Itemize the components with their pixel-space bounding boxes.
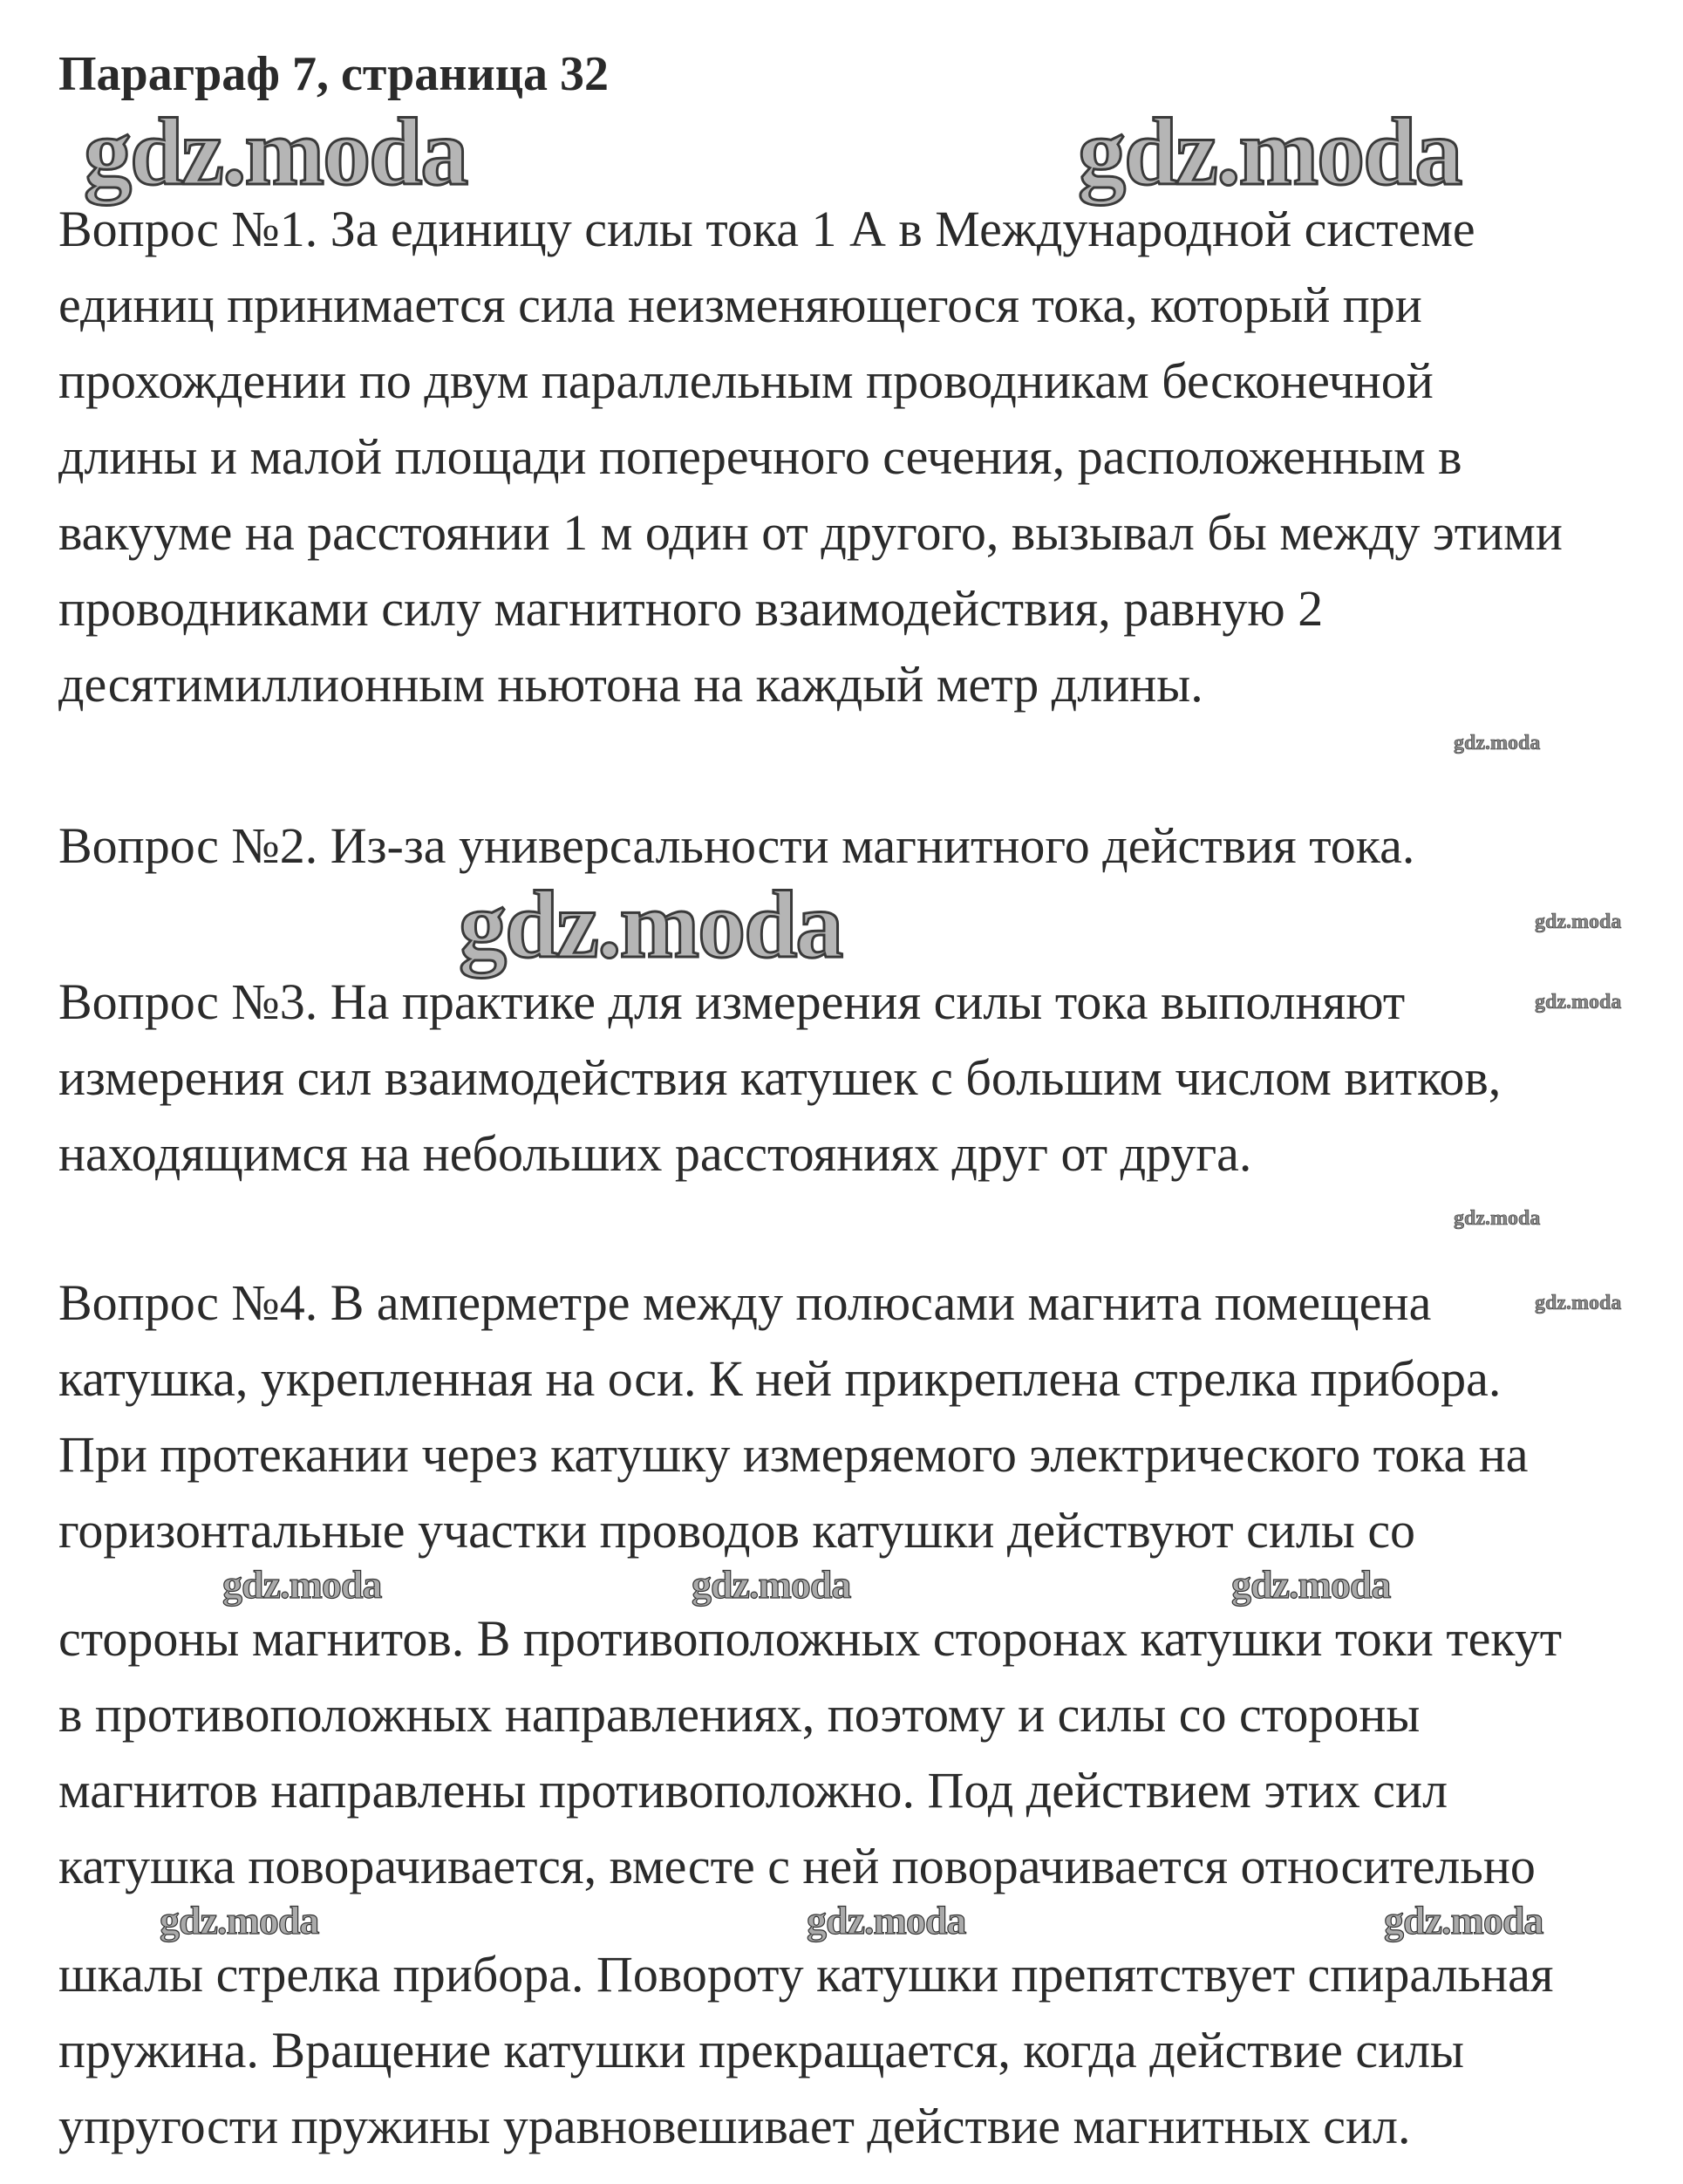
watermark-logo: gdz.moda: [1454, 732, 1541, 754]
watermark-logo: gdz.moda: [1535, 911, 1622, 933]
question-1-line: прохождении по двум параллельным проводникам бесконечной: [58, 352, 1434, 409]
watermark-logo: gdz.moda: [1454, 1207, 1541, 1230]
question-4-line: шкалы стрелка прибора. Повороту катушки препятствует спиральная: [58, 1946, 1554, 2003]
question-1-line: Вопрос №1. За единицу силы тока 1 А в Международной системе: [58, 201, 1475, 257]
question-4-line: горизонтальные участки проводов катушки действуют силы со: [58, 1502, 1416, 1559]
question-3-line: находящимся на небольших расстояниях друг от друга.: [58, 1125, 1252, 1182]
watermark-logo: gdz.moda: [692, 1562, 851, 1607]
question-4-line: катушка, укрепленная на оси. К ней прикреплена стрелка прибора.: [58, 1350, 1502, 1407]
question-2-line: Вопрос №2. Из-за универсальности магнитного действия тока.: [58, 817, 1415, 874]
question-3-line: измерения сил взаимодействия катушек с большим числом витков,: [58, 1049, 1502, 1106]
watermark-logo: gdz.moda: [1078, 99, 1462, 205]
question-1-line: единиц принимается сила неизменяющегося тока, который при: [58, 276, 1422, 333]
question-3-line: Вопрос №3. На практике для измерения силы тока выполняют: [58, 973, 1406, 1030]
question-4-line: магнитов направлены противоположно. Под действием этих сил: [58, 1762, 1448, 1819]
question-4-line: Вопрос №4. В амперметре между полюсами магнита помещена: [58, 1274, 1432, 1331]
watermark-logo: gdz.moda: [1535, 1292, 1622, 1314]
page-title: Параграф 7, страница 32: [58, 47, 610, 101]
watermark-logo: gdz.moda: [1231, 1562, 1391, 1607]
question-1-line: вакууме на расстоянии 1 м один от другого, вызывал бы между этими: [58, 504, 1563, 561]
watermark-logo: gdz.moda: [1535, 991, 1622, 1014]
watermark-logo: gdz.moda: [1384, 1898, 1543, 1942]
question-1-line: десятимиллионным ньютона на каждый метр длины.: [58, 656, 1203, 713]
watermark-logo: gdz.moda: [222, 1562, 382, 1607]
watermark-logo: gdz.moda: [807, 1898, 966, 1942]
question-1-line: длины и малой площади поперечного сечения, расположенным в: [58, 428, 1462, 485]
watermark-logo: gdz.moda: [160, 1898, 319, 1942]
question-4-line: стороны магнитов. В противоположных сторонах катушки токи текут: [58, 1610, 1563, 1667]
question-4-line: упругости пружины уравновешивает действие магнитных сил.: [58, 2098, 1411, 2154]
watermark-logo: gdz.moda: [84, 99, 467, 205]
question-1-line: проводниками силу магнитного взаимодействия, равную 2: [58, 580, 1324, 637]
question-4-line: в противоположных направлениях, поэтому и силы со стороны: [58, 1686, 1421, 1743]
watermark-logo: gdz.moda: [459, 871, 842, 978]
question-4-line: пружина. Вращение катушки прекращается, когда действие силы: [58, 2022, 1465, 2078]
question-4-line: катушка поворачивается, вместе с ней поворачивается относительно: [58, 1838, 1536, 1894]
question-4-line: При протекании через катушку измеряемого электрического тока на: [58, 1426, 1529, 1483]
